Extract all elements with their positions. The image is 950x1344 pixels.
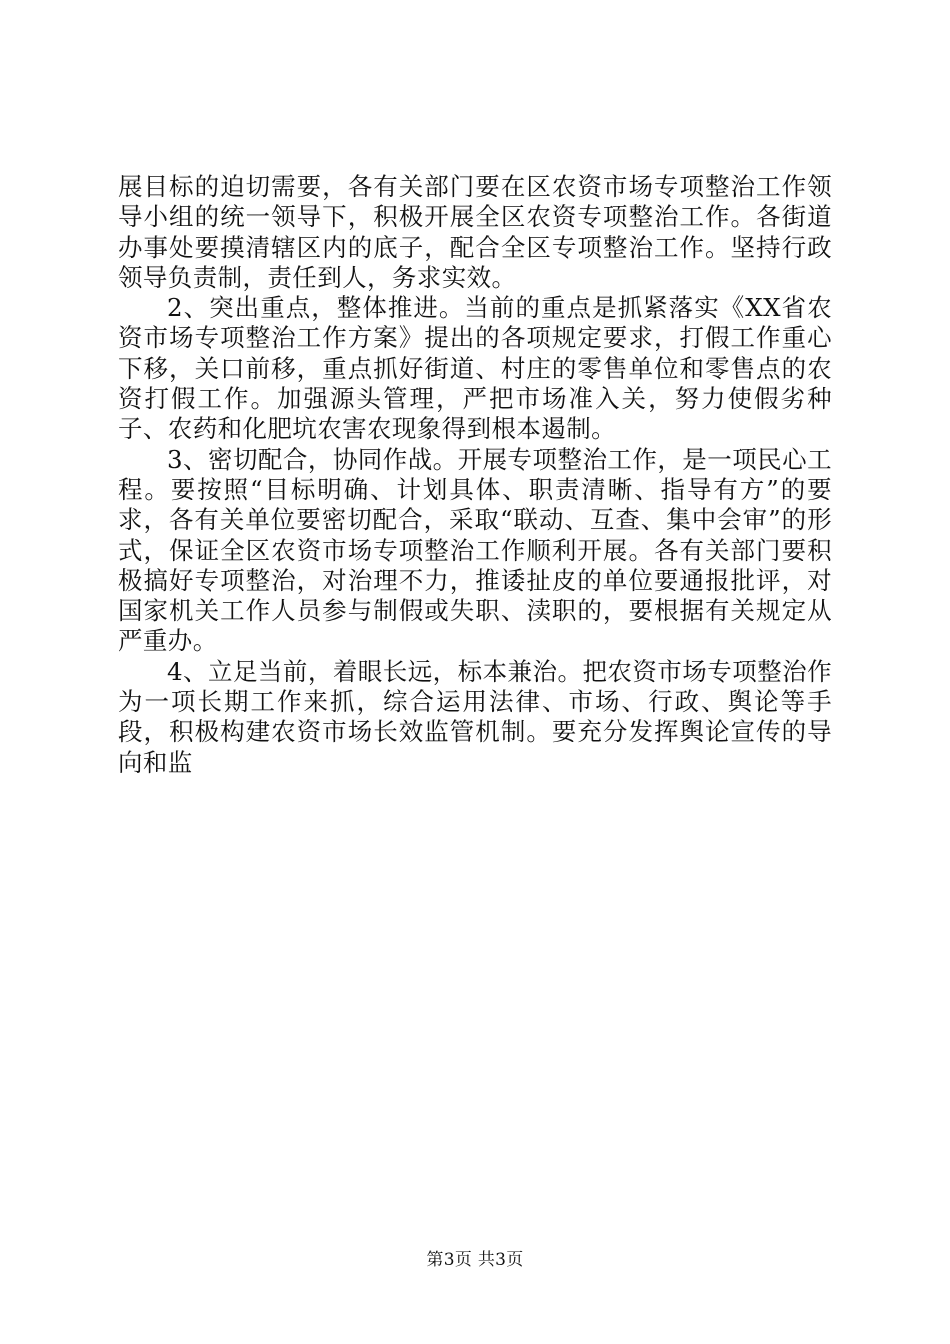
paragraph-item-2: 2、突出重点，整体推进。当前的重点是抓紧落实《XX省农资市场专项整治工作方案》提出的各项规定要求，打假工作重心下移，关口前移，重点抓好街道、村庄的零售单位和零售点的农资打假工作。加强源头管理，严把市场准入关，努力使假劣种子、农药和化肥坑农害农现象得到根本遏制。	[118, 293, 832, 444]
paragraph-item-3: 3、密切配合，协同作战。开展专项整治工作，是一项民心工程。要按照“目标明确、计划具体、职责清晰、指导有方”的要求，各有关单位要密切配合，采取“联动、互查、集中会审”的形式，保证全区农资市场专项整治工作顺利开展。各有关部门要积极搞好专项整治，对治理不力，推诿扯皮的单位要通报批评，对国家机关工作人员参与制假或失职、渎职的，要根据有关规定从严重办。	[118, 444, 832, 656]
paragraph-continuation: 展目标的迫切需要，各有关部门要在区农资市场专项整治工作领导小组的统一领导下，积极开展全区农资专项整治工作。各街道办事处要摸清辖区内的底子，配合全区专项整治工作。坚持行政领导负责制，责任到人，务求实效。	[118, 172, 832, 292]
page-number-footer: 第3页 共3页	[426, 1250, 524, 1270]
paragraph-item-4: 4、立足当前，着眼长远，标本兼治。把农资市场专项整治作为一项长期工作来抓，综合运用法律、市场、行政、舆论等手段，积极构建农资市场长效监管机制。要充分发挥舆论宣传的导向和监	[118, 656, 832, 777]
document-body	[118, 172, 832, 778]
